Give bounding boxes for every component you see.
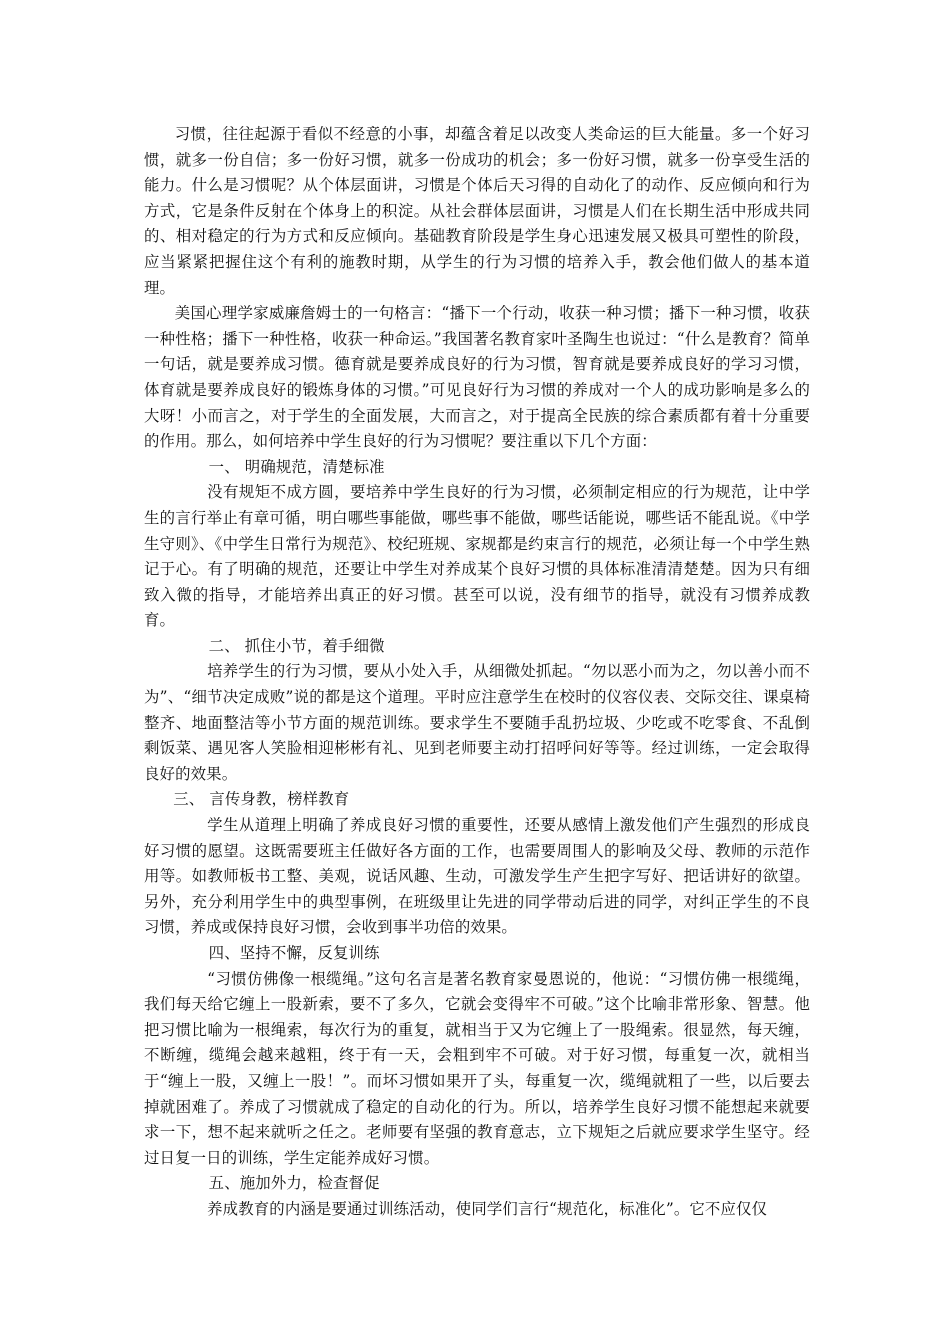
paragraph-quotes: 美国心理学家威廉詹姆士的一句格言：“播下一个行动，收获一种习惯；播下一种习惯，收获一种性格；播下一种性格，收获一种命运。”我国著名教育家叶圣陶生也说过：“什么是教育？简单一句话，就是要养成习惯。德育就是要养成良好的行为习惯，智育就是要养成良好的学习习惯，体育就是要养成良好的锻炼身体的习惯。”可见良好行为习惯的养成对一个人的成功影响是多么的大呀！小而言之，对于学生的全面发展，大而言之，对于提高全民族的综合素质都有着十分重要的作用。那么，如何培养中学生良好的行为习惯呢？要注重以下几个方面： (144, 304, 810, 451)
section-heading-4: 四、坚持不懈，反复训练 (208, 944, 380, 962)
paragraph-section-3: 学生从道理上明确了养成良好习惯的重要性，还要从感情上激发他们产生强烈的形成良好习惯的愿望。这既需要班主任做好各方面的工作，也需要周围人的影响及父母、教师的示范作用等。如教师板书工整、美观，说话风趣、生动，可激发学生产生把字写好、把话讲好的欲望。另外，充分利用学生中的典型事例，在班级里让先进的同学带动后进的同学，对纠正学生的不良习惯，养成或保持良好习惯，会收到事半功倍的效果。 (144, 816, 810, 937)
paragraph-section-5: 养成教育的内涵是要通过训练活动，使同学们言行“规范化，标准化”。它不应仅仅 (207, 1199, 768, 1218)
section-heading-1: 一、 明确规范，清楚标准 (208, 457, 385, 476)
section-heading-3: 三、 言传身教，榜样教育 (173, 790, 350, 809)
section-heading-5: 五、施加外力，检查督促 (208, 1174, 380, 1193)
paragraph-section-2: 培养学生的行为习惯，要从小处入手，从细微处抓起。“勿以恶小而为之，勿以善小而不为”、“细节决定成败”说的都是这个道理。平时应注意学生在校时的仪容仪表、交际交往、课桌椅整齐、地面整洁等小节方面的规范训练。要求学生不要随手乱扔垃圾、少吃或不吃零食、不乱倒剩饭菜、遇见客人笑脸相迎彬彬有礼、见到老师要主动打招呼问好等等。经过训练，一定会取得良好的效果。 (144, 662, 810, 783)
paragraph-section-4: “习惯仿佛像一根缆绳。”这句名言是著名教育家曼恩说的，他说：“习惯仿佛一根缆绳，我们每天给它缠上一股新索，要不了多久，它就会变得牢不可破。”这个比喻非常形象、智慧。他把习惯比喻为一根绳索，每次行为的重复，就相当于又为它缠上了一股绳索。很显然，每天缠，不断缠，缆绳会越来越粗，终于有一天，会粗到牢不可破。对于好习惯，每重复一次，就相当于“缠上一股，又缠上一股！”。而坏习惯如果开了头，每重复一次，缆绳就粗了一些，以后要去掉就困难了。养成了习惯就成了稳定的自动化的行为。所以，培养学生良好习惯不能想起来就要求一下，想不起来就听之任之。老师要有坚强的教育意志，立下规矩之后就应要求学生坚守。经过日复一日的训练，学生定能养成好习惯。 (144, 969, 810, 1167)
document-body (144, 122, 810, 1223)
paragraph-section-1: 没有规矩不成方圆，要培养中学生良好的行为习惯，必须制定相应的行为规范，让中学生的言行举止有章可循，明白哪些事能做，哪些事不能做，哪些话能说，哪些话不能乱说。《中学生守则》、《中学生日常行为规范》、校纪班规、家规都是约束言行的规范，必须让每一个中学生熟记于心。有了明确的规范，还要让中学生对养成某个良好习惯的具体标准清清楚楚。因为只有细致入微的指导，才能培养出真正的好习惯。甚至可以说，没有细节的指导，就没有习惯养成教育。 (144, 483, 810, 630)
section-heading-2: 二、 抓住小节，着手细微 (208, 636, 385, 655)
paragraph-intro: 习惯，往往起源于看似不经意的小事，却蕴含着足以改变人类命运的巨大能量。多一个好习惯，就多一份自信；多一份好习惯，就多一份成功的机会；多一份好习惯，就多一份享受生活的能力。什么是习惯呢？从个体层面讲，习惯是个体后天习得的自动化了的动作、反应倾向和行为方式，它是条件反射在个体身上的积淀。从社会群体层面讲，习惯是人们在长期生活中形成共同的、相对稳定的行为方式和反应倾向。基础教育阶段是学生身心迅速发展又极具可塑性的阶段，应当紧紧把握住这个有利的施教时期，从学生的行为习惯的培养入手，教会他们做人的基本道理。 (144, 125, 810, 297)
